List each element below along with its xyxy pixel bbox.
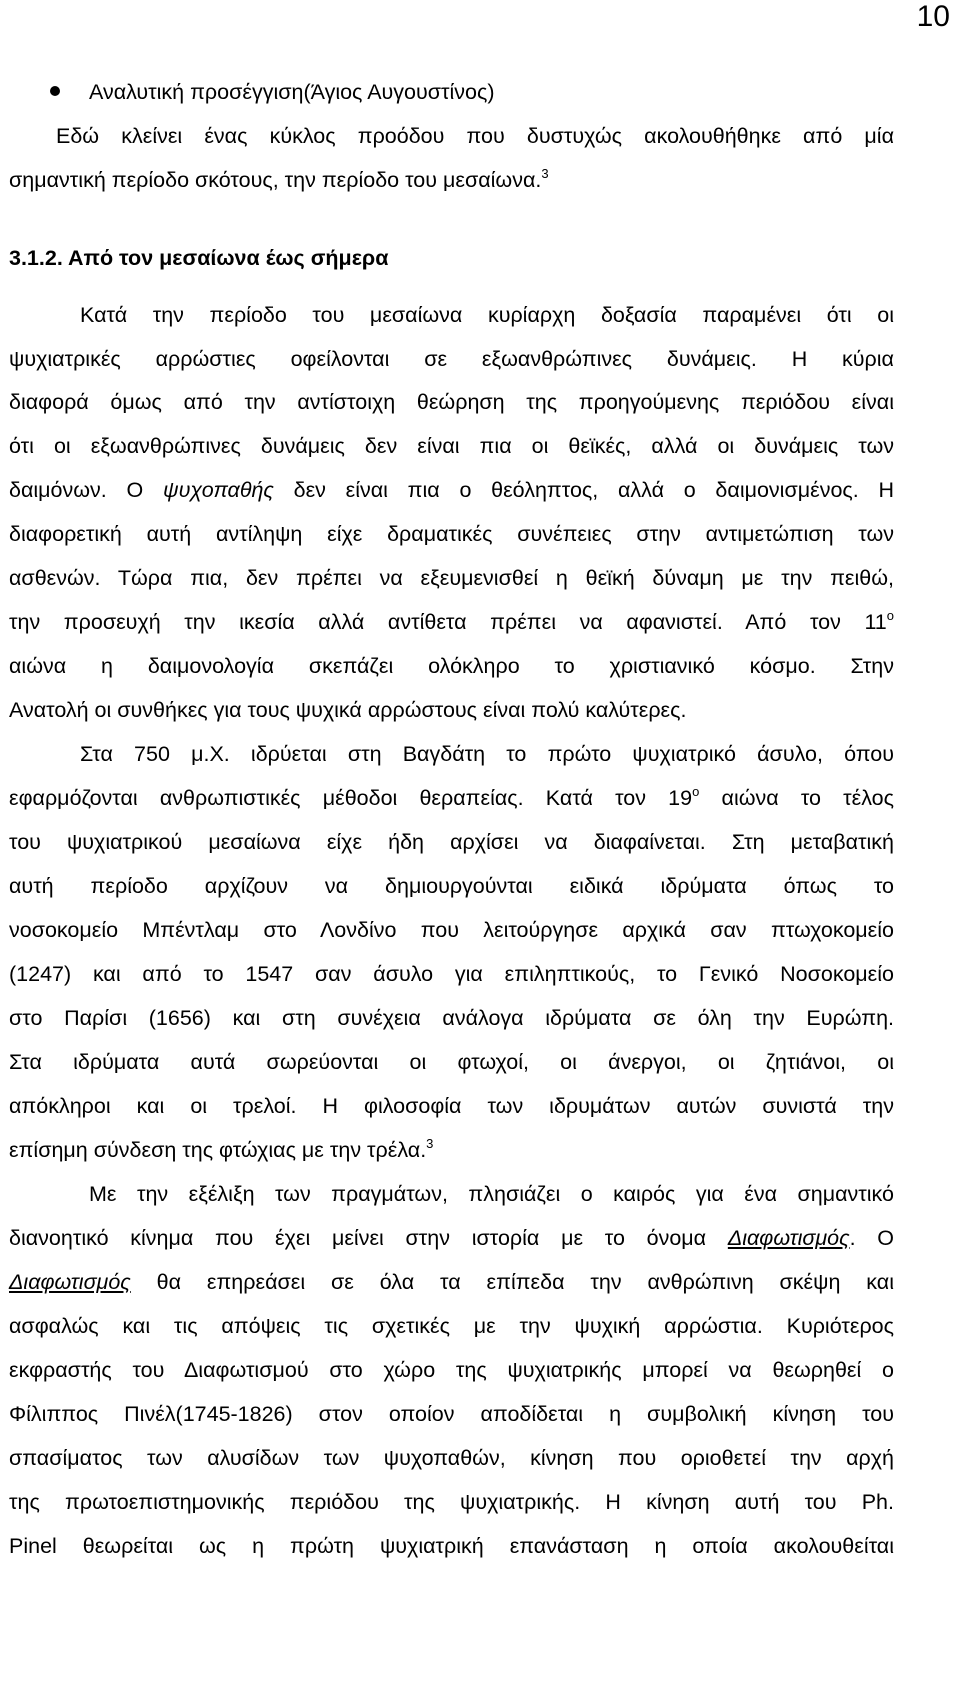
p1-line-4: ότι οι εξωανθρώπινες δυνάμεις δεν είναι πια οι θεϊκές, αλλά οι δυνάμεις των xyxy=(9,434,894,458)
p2-line-9: απόκληροι και οι τρελοί. Η φιλοσοφία των ιδρυμάτων αυτών συνιστά την xyxy=(9,1094,894,1118)
section-heading: 3.1.2. Από τον μεσαίωνα έως σήμερα xyxy=(9,246,389,270)
p3-line-7: σπασίματος των αλυσίδων των ψυχοπαθών, κίνηση που οριοθετεί την αρχή xyxy=(9,1446,894,1470)
bullet-dot xyxy=(50,86,60,96)
p2-line-4: αυτή περίοδο αρχίζουν να δημιουργούνται ειδικά ιδρύματα όπως το xyxy=(9,874,894,898)
p3-line-1: Με την εξέλιξη των πραγμάτων, πλησιάζει ο καιρός για ένα σημαντικό xyxy=(89,1182,894,1206)
p1-line-5: δαιμόνων. Ο ψυχοπαθής δεν είναι πια ο θεόληπτος, αλλά ο δαιμονισμένος. Η xyxy=(9,478,895,502)
p3-line-2: διανοητικό κίνημα που έχει μείνει στην ιστορία με το όνομα Διαφωτισμός. Ο xyxy=(9,1226,895,1250)
p2-line-2: εφαρμόζονται ανθρωπιστικές μέθοδοι θεραπείας. Κατά τον $19^o$ αιώνα το τέλος xyxy=(9,784,895,810)
p2-line-5: νοσοκομείο Μπέντλαμ στο Λονδίνο που λειτούργησε αρχικά σαν πτωχοκομείο xyxy=(9,918,894,942)
p1-line-3: διαφορά όμως από την αντίστοιχη θεώρηση της προηγούμενης περιόδου είναι xyxy=(9,390,894,414)
p1-line-10: Ανατολή οι συνθήκες για τους ψυχικά αρρώστους είναι πολύ καλύτερες. xyxy=(9,698,687,722)
p2-line-8: Στα ιδρύματα αυτά σωρεύονται οι φτωχοί, οι άνεργοι, οι ζητιάνοι, οι xyxy=(9,1050,894,1074)
p3-line-4: ασφαλώς και τις απόψεις τις σχετικές με την ψυχική αρρώστια. Κυριότερος xyxy=(9,1314,894,1338)
intro-line-2: σημαντική περίοδο σκότους, την περίοδο του μεσαίωνα.$^3$ xyxy=(9,166,549,192)
p1-line-7: ασθενών. Τώρα πια, δεν πρέπει να εξευμενισθεί η θεϊκή δύναμη με την πειθώ, xyxy=(9,566,894,590)
p2-line-1: Στα 750 μ.Χ. ιδρύεται στη Βαγδάτη το πρώτο ψυχιατρικό άσυλο, όπου xyxy=(80,742,894,766)
p3-line-5: εκφραστής του Διαφωτισμού στο χώρο της ψυχιατρικής μπορεί να θεωρηθεί ο xyxy=(9,1358,894,1382)
page-number: 10 xyxy=(916,0,950,33)
p2-line-6: (1247) και από το 1547 σαν άσυλο για επιληπτικούς, το Γενικό Νοσοκομείο xyxy=(9,962,894,986)
p1-line-2: ψυχιατρικές αρρώστιες οφείλονται σε εξωανθρώπινες δυνάμεις. Η κύρια xyxy=(9,347,894,371)
p3-line-6: Φίλιππος Πινέλ(1745-1826) στον οποίον αποδίδεται η συμβολική κίνηση του xyxy=(9,1402,894,1426)
p3-line-3: Διαφωτισμός θα επηρεάσει σε όλα τα επίπεδα την ανθρώπινη σκέψη και xyxy=(9,1270,894,1294)
p2-line-7: στο Παρίσι (1656) και στη συνέχεια ανάλογα ιδρύματα σε όλη την Ευρώπη. xyxy=(9,1006,894,1030)
p1-line-1: Κατά την περίοδο του μεσαίωνα κυρίαρχη δοξασία παραμένει ότι οι xyxy=(80,303,894,327)
intro-line-1: Εδώ κλείνει ένας κύκλος προόδου που δυστυχώς ακολουθήθηκε από μία xyxy=(56,124,894,148)
p1-line-8: την προσευχή την ικεσία αλλά αντίθετα πρέπει να αφανιστεί. Από τον $11^o$ xyxy=(9,608,894,634)
p1-line-6: διαφορετική αυτή αντίληψη είχε δραματικές συνέπειες στην αντιμετώπιση των xyxy=(9,522,894,546)
p2-line-10: επίσημη σύνδεση της φτώχιας με την τρέλα.$^3$ xyxy=(9,1136,434,1162)
p3-line-8: της πρωτοεπιστημονικής περιόδου της ψυχιατρικής. Η κίνηση αυτή του Ph. xyxy=(9,1490,894,1514)
p1-line-9: αιώνα η δαιμονολογία σκεπάζει ολόκληρο το χριστιανικό κόσμο. Στην xyxy=(9,654,894,678)
p2-line-3: του ψυχιατρικού μεσαίωνα είχε ήδη αρχίσει να διαφαίνεται. Στη μεταβατική xyxy=(9,830,894,854)
p3-line-9: Pinel θεωρείται ως η πρώτη ψυχιατρική επανάσταση η οποία ακολουθείται xyxy=(9,1534,894,1558)
bullet-item: Αναλυτική προσέγγιση(Άγιος Αυγουστίνος) xyxy=(89,80,495,104)
